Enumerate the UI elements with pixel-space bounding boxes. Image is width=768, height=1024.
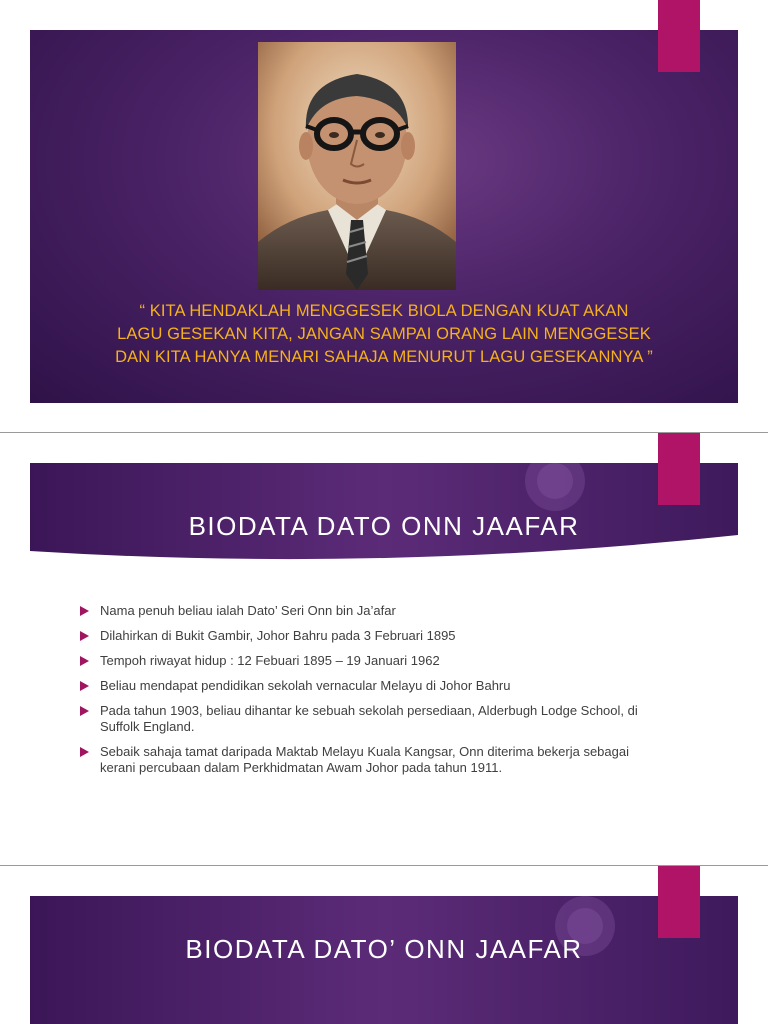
bullet-arrow-icon bbox=[80, 706, 89, 716]
slide-3-title: BIODATA DATO’ ONN JAAFAR bbox=[185, 934, 583, 964]
bullet-arrow-icon bbox=[80, 631, 89, 641]
list-item bbox=[80, 603, 640, 619]
bullet-arrow-icon bbox=[80, 656, 89, 666]
bullet-text: Sebaik sahaja tamat daripada Maktab Melayu Kuala Kangsar, Onn diterima bekerja sebagai kerani percubaan dalam Perkhidmatan Awam Johor pada tahun 1911. bbox=[100, 744, 629, 775]
portrait-photo bbox=[258, 42, 456, 290]
bullet-arrow-icon bbox=[80, 606, 89, 616]
slide-2-accent-bar bbox=[658, 433, 700, 505]
list-item bbox=[80, 678, 640, 694]
bullet-text: Tempoh riwayat hidup : 12 Febuari 1895 – 19 Januari 1962 bbox=[100, 653, 440, 668]
quote-line-2: LAGU GESEKAN KITA, JANGAN SAMPAI ORANG LAIN MENGGESEK bbox=[117, 325, 651, 343]
quote-line-3: DAN KITA HANYA MENARI SAHAJA MENURUT LAGU GESEKANNYA ” bbox=[115, 348, 653, 366]
list-item bbox=[80, 744, 640, 776]
slide-3 bbox=[0, 866, 768, 1024]
bullet-text: Dilahirkan di Bukit Gambir, Johor Bahru pada 3 Februari 1895 bbox=[100, 628, 456, 643]
bullet-arrow-icon bbox=[80, 681, 89, 691]
bullet-text: Pada tahun 1903, beliau dihantar ke sebuah sekolah persediaan, Alderbugh Lodge School, di Suffolk England. bbox=[100, 703, 638, 734]
quote-line-1: “ KITA HENDAKLAH MENGGESEK BIOLA DENGAN KUAT AKAN bbox=[139, 302, 629, 320]
list-item bbox=[80, 703, 640, 735]
slide-3-accent-bar bbox=[658, 866, 700, 938]
list-item bbox=[80, 653, 640, 669]
slide-1 bbox=[0, 0, 768, 432]
portrait-illustration bbox=[258, 42, 456, 290]
slide-1-accent-bar bbox=[658, 0, 700, 72]
slide-2-title: BIODATA DATO ONN JAAFAR bbox=[188, 511, 580, 541]
quote-text bbox=[30, 300, 738, 369]
bullet-text: Nama penuh beliau ialah Dato’ Seri Onn bin Ja’afar bbox=[100, 603, 396, 618]
slide-2 bbox=[0, 433, 768, 865]
bullet-text: Beliau mendapat pendidikan sekolah vernacular Melayu di Johor Bahru bbox=[100, 678, 511, 693]
list-item bbox=[80, 628, 640, 644]
biodata-bullet-list bbox=[80, 603, 640, 785]
bullet-arrow-icon bbox=[80, 747, 89, 757]
